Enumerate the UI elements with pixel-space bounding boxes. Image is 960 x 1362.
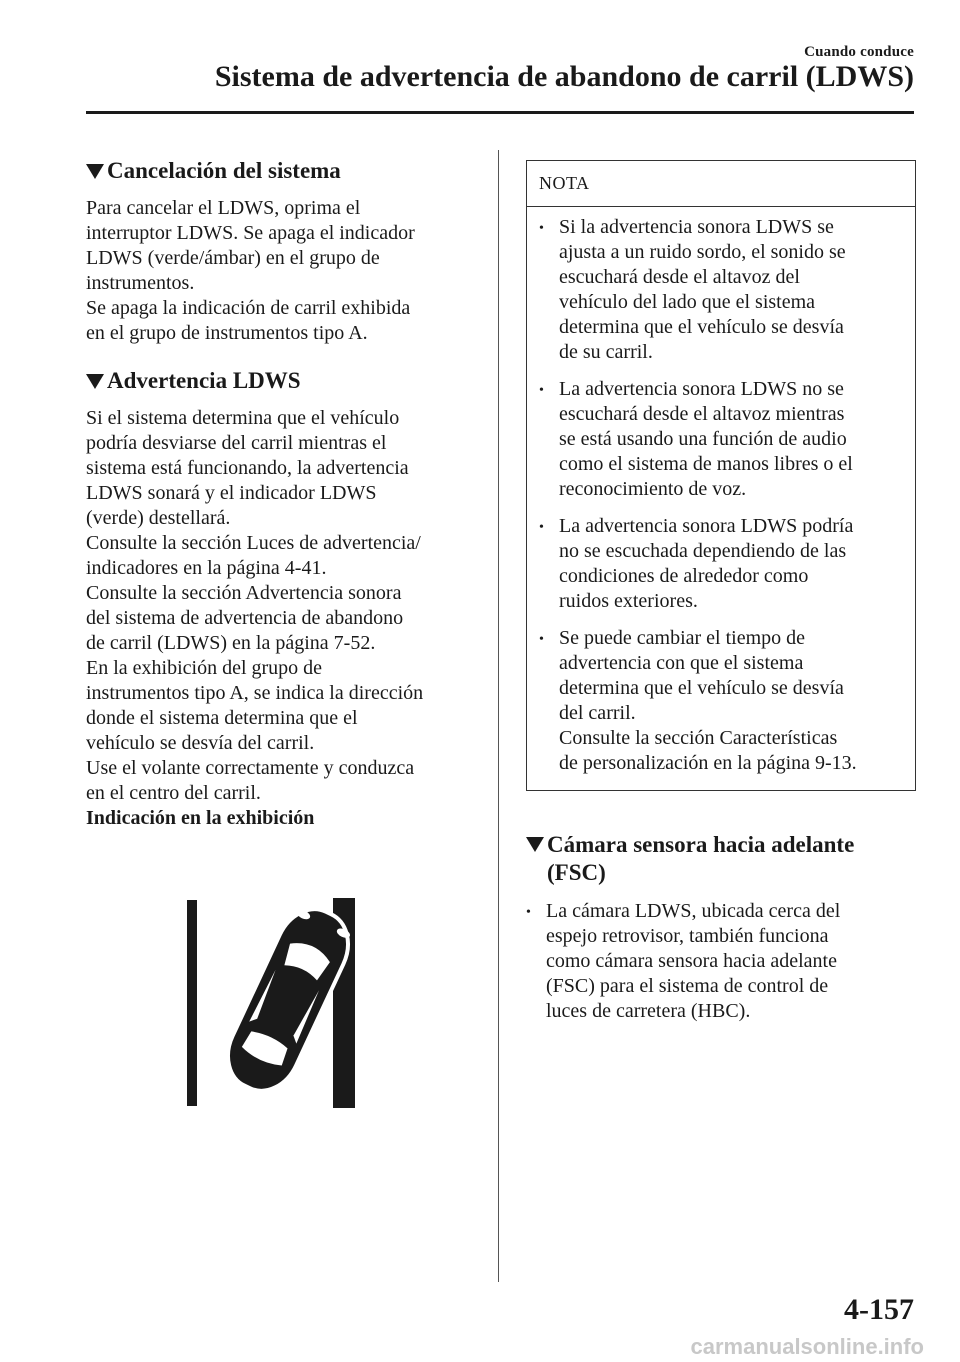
text-line: Se apaga la indicación de carril exhibida	[86, 297, 411, 319]
text-line: instrumentos tipo A, se indica la dirección	[86, 682, 424, 704]
text-line: podría desviarse del carril mientras el	[86, 432, 387, 454]
text-line: interruptor LDWS. Se apaga el indicador	[86, 222, 415, 244]
text-line: instrumentos.	[86, 272, 195, 294]
text-line: En la exhibición del grupo de	[86, 657, 323, 679]
triangle-down-icon	[526, 837, 544, 852]
note-list	[527, 207, 915, 790]
text-line: LDWS sonará y el indicador LDWS	[86, 482, 377, 504]
fsc-section	[526, 831, 918, 1024]
text-line: donde el sistema determina que el	[86, 707, 358, 729]
header-chapter: Cuando conduce	[804, 44, 914, 60]
text-line: Use el volante correctamente y conduzca	[86, 757, 415, 779]
bullet-icon: •	[539, 383, 544, 398]
text-line: (verde) destellará.	[86, 507, 231, 529]
text-line: Consulte la sección Luces de advertencia/	[86, 532, 421, 554]
note-title: NOTA	[527, 161, 915, 207]
text-line: de carril (LDWS) en la página 7-52.	[86, 632, 376, 654]
text-line: LDWS (verde/ámbar) en el grupo de	[86, 247, 380, 269]
bullet-icon: •	[526, 905, 531, 920]
text-line: en el grupo de instrumentos tipo A.	[86, 322, 368, 344]
text-line: del sistema de advertencia de abandono	[86, 607, 404, 629]
header-rule	[86, 111, 914, 114]
fsc-list	[526, 899, 918, 1024]
column-divider	[498, 150, 499, 1282]
page-title: Sistema de advertencia de abandono de carril (LDWS)	[214, 60, 914, 93]
page-number: 4-157	[844, 1293, 914, 1326]
warning-body	[86, 406, 478, 831]
text-line: en el centro del carril.	[86, 782, 261, 804]
text-line: indicadores en la página 4-41.	[86, 557, 327, 579]
triangle-down-icon	[86, 374, 104, 389]
section-heading-cancel: Cancelación del sistema	[86, 158, 478, 184]
right-column	[526, 160, 918, 1024]
lane-departure-car-illustration	[183, 896, 357, 1108]
section-heading-fsc: Cámara sensora hacia adelante (FSC)	[526, 831, 918, 887]
left-lane-line	[187, 900, 197, 1106]
triangle-down-icon	[86, 164, 104, 179]
list-item: • Si la advertencia sonora LDWS se ajusta a un ruido sordo, el sonido se escuchará desde el altavoz del vehículo del lado que el sistema determina que el vehículo se desvía de su carril.	[539, 216, 846, 363]
list-item: • La advertencia sonora LDWS no se escuchará desde el altavoz mientras se está usando una función de audio como el sistema de manos libres o el reconocimiento de voz.	[539, 378, 853, 500]
list-item: • La advertencia sonora LDWS podría no se escuchada dependiendo de las condiciones de alrededor como ruidos exteriores.	[539, 515, 854, 612]
note-box	[526, 160, 916, 791]
list-item: • Se puede cambiar el tiempo de advertencia con que el sistema determina que el vehículo se desvía del carril. Consulte la sección Características de personalización en la página 9-13.	[539, 627, 857, 774]
bullet-icon: •	[539, 221, 544, 236]
left-column	[86, 158, 478, 831]
text-line: vehículo se desvía del carril.	[86, 732, 315, 754]
section-heading-warning: Advertencia LDWS	[86, 368, 478, 394]
watermark: carmanualsonline.info	[690, 1334, 924, 1359]
text-line: Para cancelar el LDWS, oprima el	[86, 197, 361, 219]
display-label: Indicación en la exhibición	[86, 807, 315, 829]
bullet-icon: •	[539, 632, 544, 647]
cancel-body	[86, 196, 478, 346]
list-item: • La cámara LDWS, ubicada cerca del espejo retrovisor, también funciona como cámara sensora hacia adelante (FSC) para el sistema de control de luces de carretera (HBC).	[526, 900, 841, 1022]
text-line: Si el sistema determina que el vehículo	[86, 407, 400, 429]
bullet-icon: •	[539, 520, 544, 535]
text-line: Consulte la sección Advertencia sonora	[86, 582, 402, 604]
text-line: sistema está funcionando, la advertencia	[86, 457, 409, 479]
